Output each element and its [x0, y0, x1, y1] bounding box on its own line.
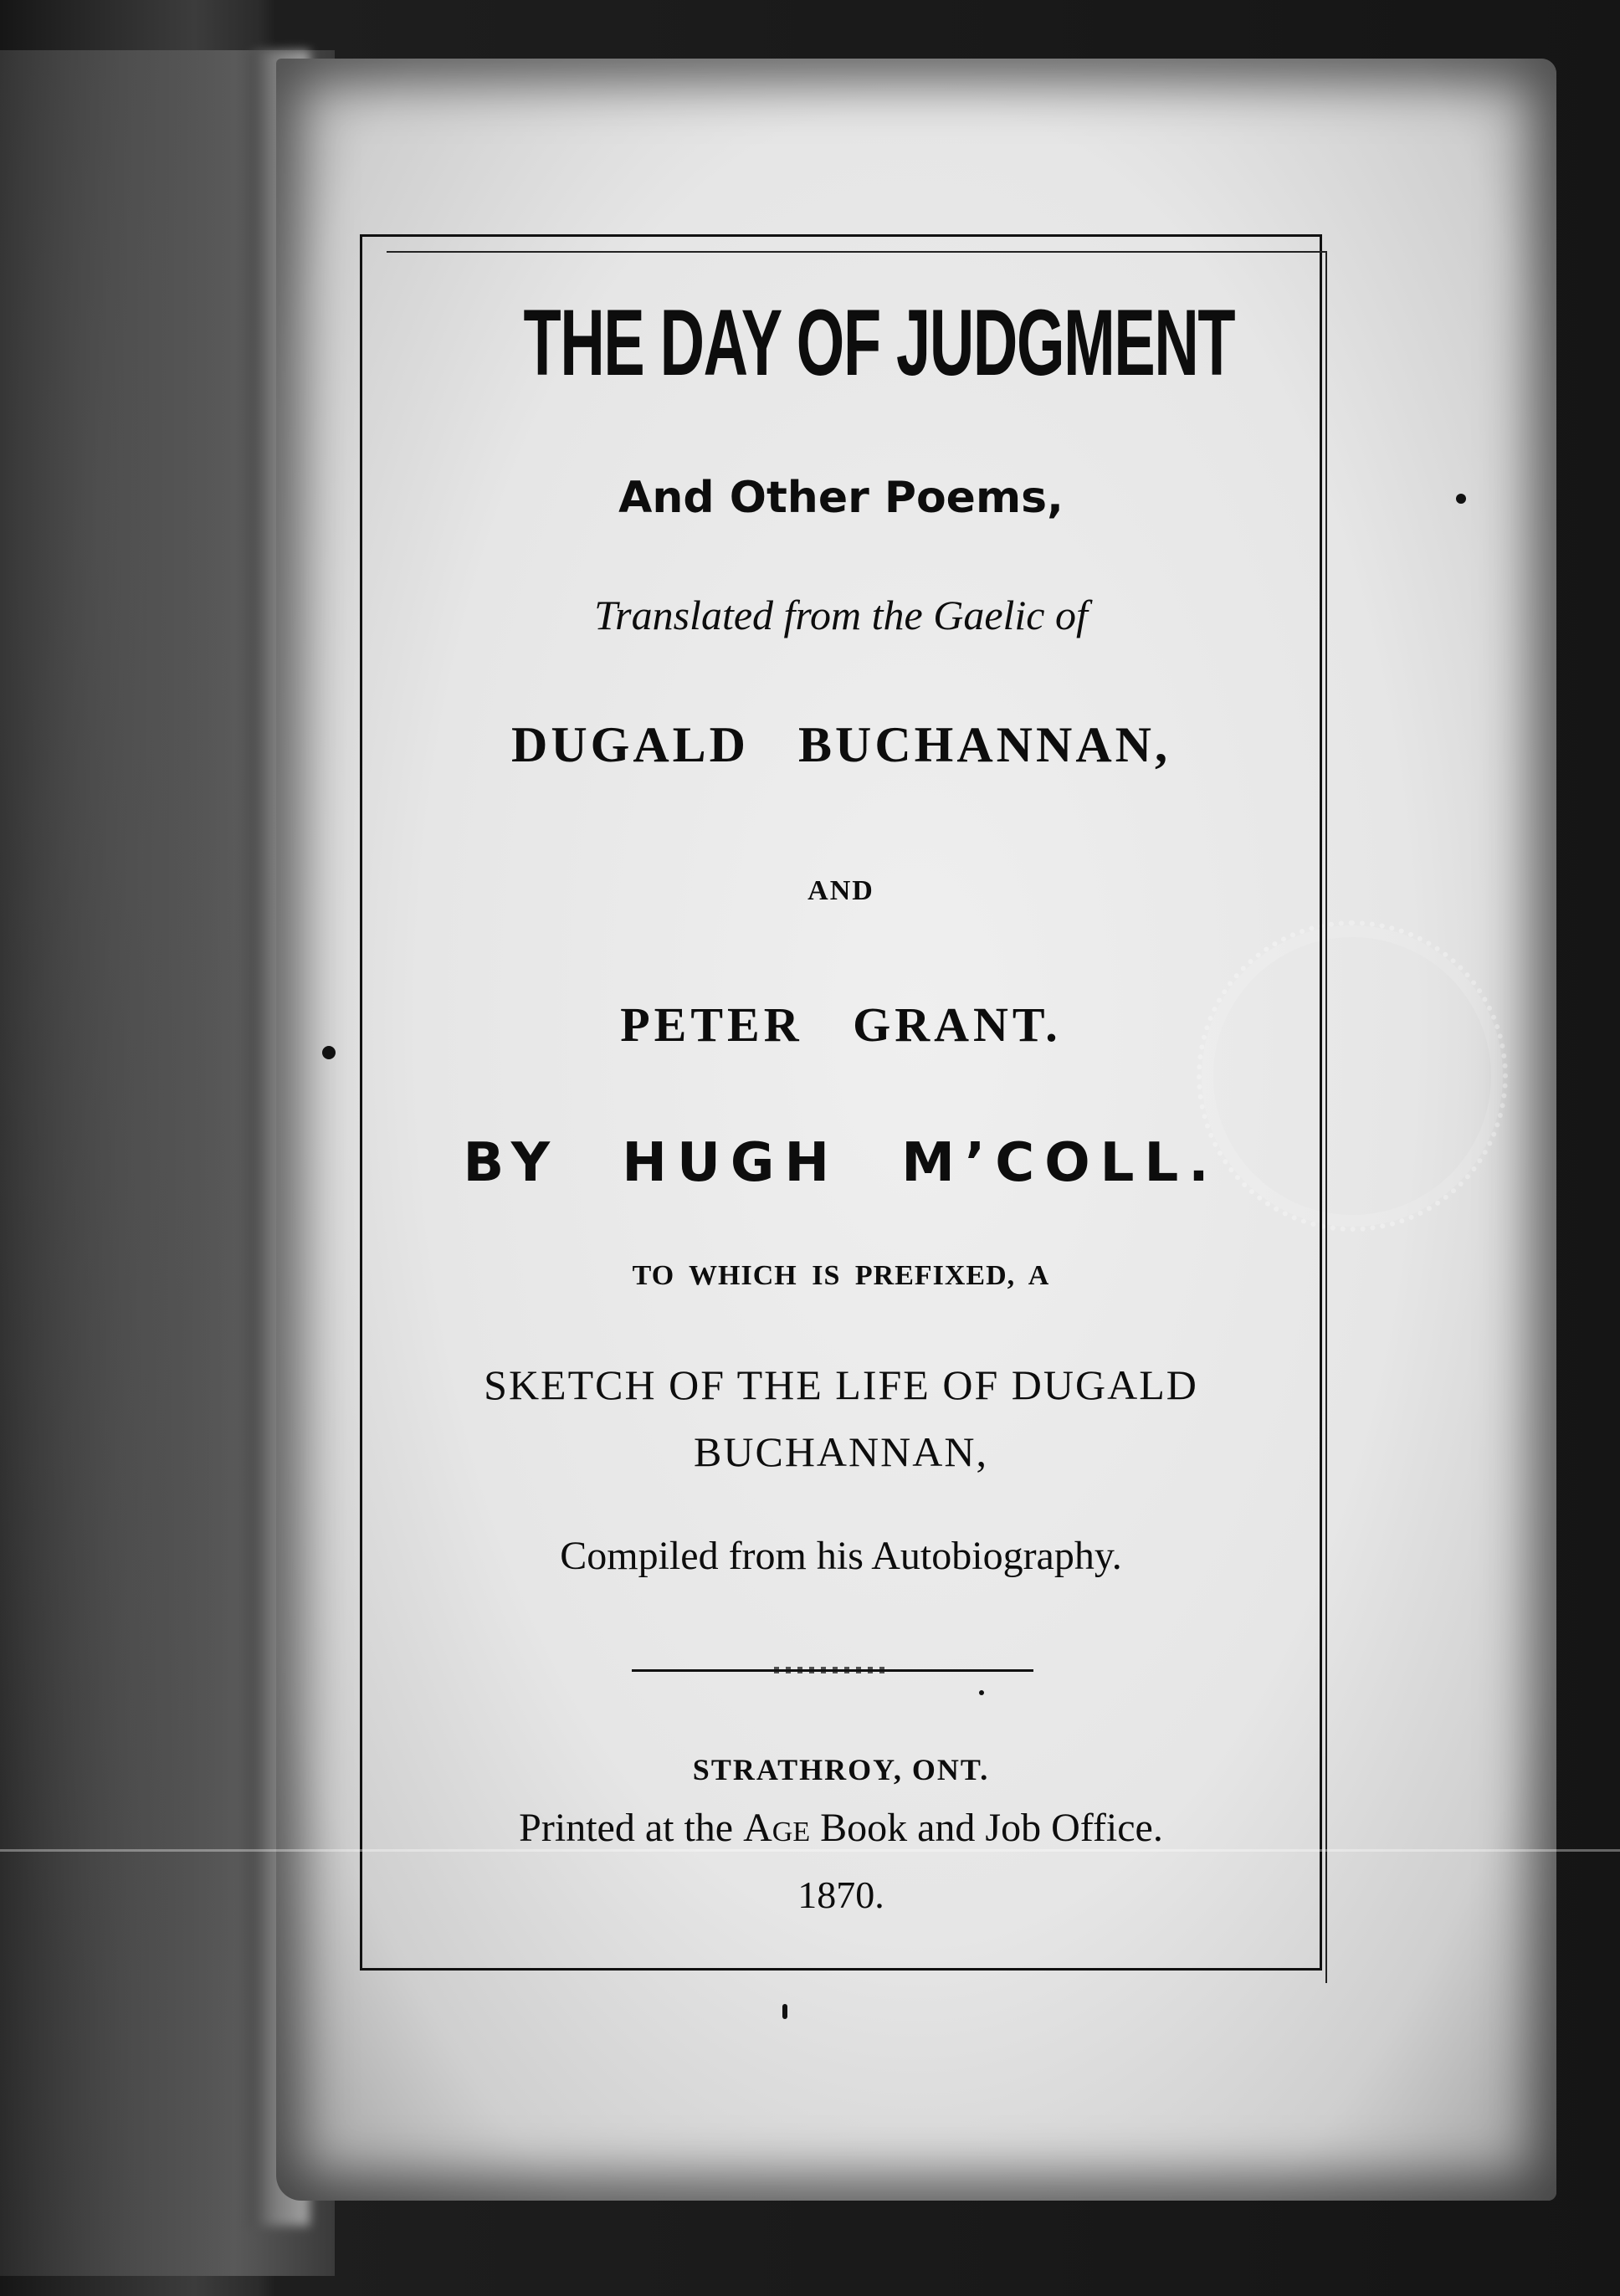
book-title: THE DAY OF JUDGMENT [523, 290, 1235, 395]
ink-speck [322, 1046, 336, 1059]
translator-byline: BY HUGH M’COLL. [463, 1132, 1219, 1194]
imprint-place: STRATHROY, ONT. [692, 1753, 990, 1786]
ink-speck [979, 1690, 984, 1695]
translated-from-line: Translated from the Gaelic of [594, 592, 1088, 638]
imprint-printer-smallcaps: Age [743, 1806, 811, 1850]
ink-speck [782, 2004, 787, 2019]
sketch-line-1: SKETCH OF THE LIFE OF DUGALD [484, 1361, 1198, 1408]
prefixed-note: TO WHICH IS PREFIXED, A [632, 1260, 1050, 1291]
imprint-year: 1870. [797, 1873, 884, 1916]
scan-artifact-line [0, 1849, 1620, 1852]
imprint-printer-prefix: Printed at the [519, 1806, 744, 1850]
secondary-author: PETER GRANT. [620, 997, 1062, 1052]
conjunction-and: AND [807, 875, 874, 906]
imprint-printer-suffix: Book and Job Office. [810, 1806, 1163, 1850]
decorative-rule-ornament [774, 1667, 891, 1673]
primary-author: DUGALD BUCHANNAN, [510, 717, 1171, 772]
sketch-line-2: BUCHANNAN, [694, 1428, 988, 1475]
book-subtitle: And Other Poems, [618, 473, 1064, 523]
compiled-note: Compiled from his Autobiography. [560, 1534, 1122, 1578]
ink-speck [1456, 494, 1466, 504]
